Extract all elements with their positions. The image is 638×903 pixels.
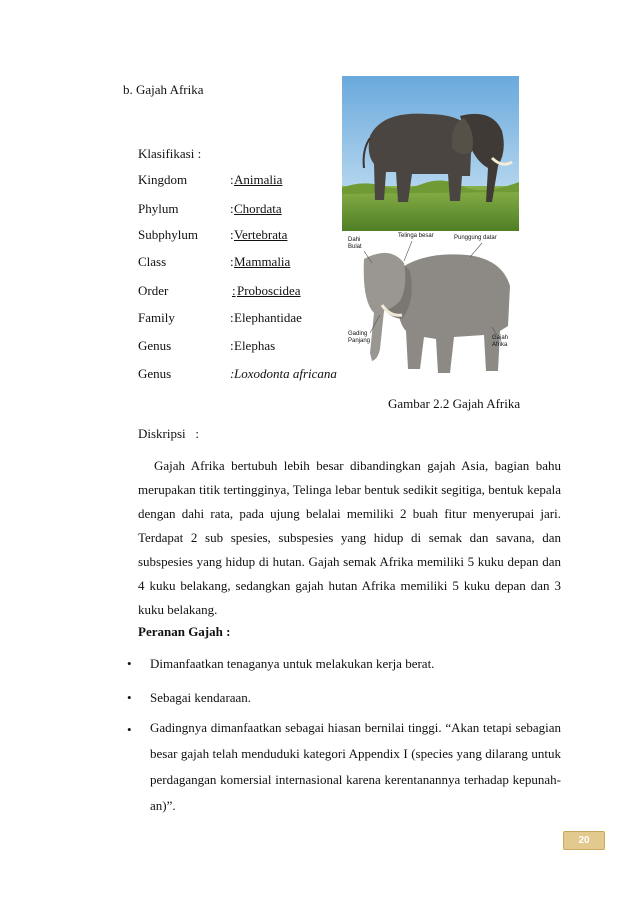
rank-value: Elephantidae [234, 310, 302, 325]
bullet-icon: • [127, 722, 132, 737]
rank-sep: : [230, 254, 234, 269]
figure-caption: Gambar 2.2 Gajah Afrika [388, 396, 521, 411]
elephant-diagram [342, 231, 519, 385]
bullet-icon: • [127, 690, 132, 705]
rank-value: Mammalia [234, 254, 291, 269]
rank-sep: : [230, 227, 234, 242]
rank-sep: : [230, 310, 234, 325]
rank-label: Subphylum [138, 227, 198, 242]
rank-sep: : [230, 366, 235, 381]
rank-value: Proboscidea [237, 283, 301, 298]
deskripsi-label: Diskripsi : [138, 426, 200, 441]
page-number-badge: 20 [563, 831, 605, 850]
rank-label: Genus [138, 366, 172, 381]
rank-label: Order [138, 283, 169, 298]
rank-label: Genus [138, 338, 172, 353]
rank-value: Vertebrata [234, 227, 288, 242]
label-telinga: Telinga besar [398, 233, 434, 239]
klasifikasi-label: Klasifikasi : [138, 146, 202, 161]
label-dahi: Dahi Bulat [348, 237, 362, 250]
rank-value: Elephas [234, 338, 276, 353]
rank-value: Chordata [234, 201, 282, 216]
list-item: Sebagai kendaraan. [150, 690, 252, 705]
rank-label: Phylum [138, 201, 179, 216]
label-gading: Gading Panjang [348, 331, 371, 344]
rank-sep: : [232, 283, 236, 298]
deskripsi-paragraph: Gajah Afrika bertubuh lebih besar dibandingkan gajah Asia, bagian bahu merupakan titik tertingginya, Telinga lebar bentuk sedikit segitiga, bentuk kepala dengan dahi rata, pada ujung belalai memiliki 2 buah fitur menyerupai jari. Terdapat 2 sub spesies, subspesies yang hidup di semak dan savana, dan subspesies yang hidup di hutan. Gajah semak Afrika memiliki 5 kuku depan dan 4 kuku belakang, sedangkan gajah hutan Afrika memiliki 5 kuku depan dan 3 kuku belakang. [138, 458, 561, 617]
list-item: Dimanfaatkan tenaganya untuk melakukan kerja berat. [150, 656, 435, 671]
label-gajah: Gajah Afrika [492, 335, 509, 348]
elephant-photo [342, 76, 519, 231]
rank-sep: : [230, 338, 234, 353]
rank-label: Kingdom [138, 172, 188, 187]
list-item: Gadingnya dimanfaatkan sebagai hiasan bernilai tinggi. “Akan tetapi sebagian besar gajah telah menduduki kategori Appendix I (species yang dilarang untuk perdagangan komersial internasional karena kerentanannya terhadap kepunah-an)”. [150, 720, 561, 813]
peranan-title: Peranan Gajah : [138, 624, 231, 639]
section-title: b. Gajah Afrika [123, 82, 204, 97]
label-punggung: Punggung datar [454, 235, 497, 241]
rank-value: Loxodonta africana [234, 366, 337, 381]
rank-value: Animalia [234, 172, 283, 187]
rank-sep: : [230, 172, 234, 187]
rank-sep: : [230, 201, 234, 216]
rank-label: Family [138, 310, 175, 325]
rank-label: Class [138, 254, 167, 269]
bullet-icon: • [127, 656, 132, 671]
